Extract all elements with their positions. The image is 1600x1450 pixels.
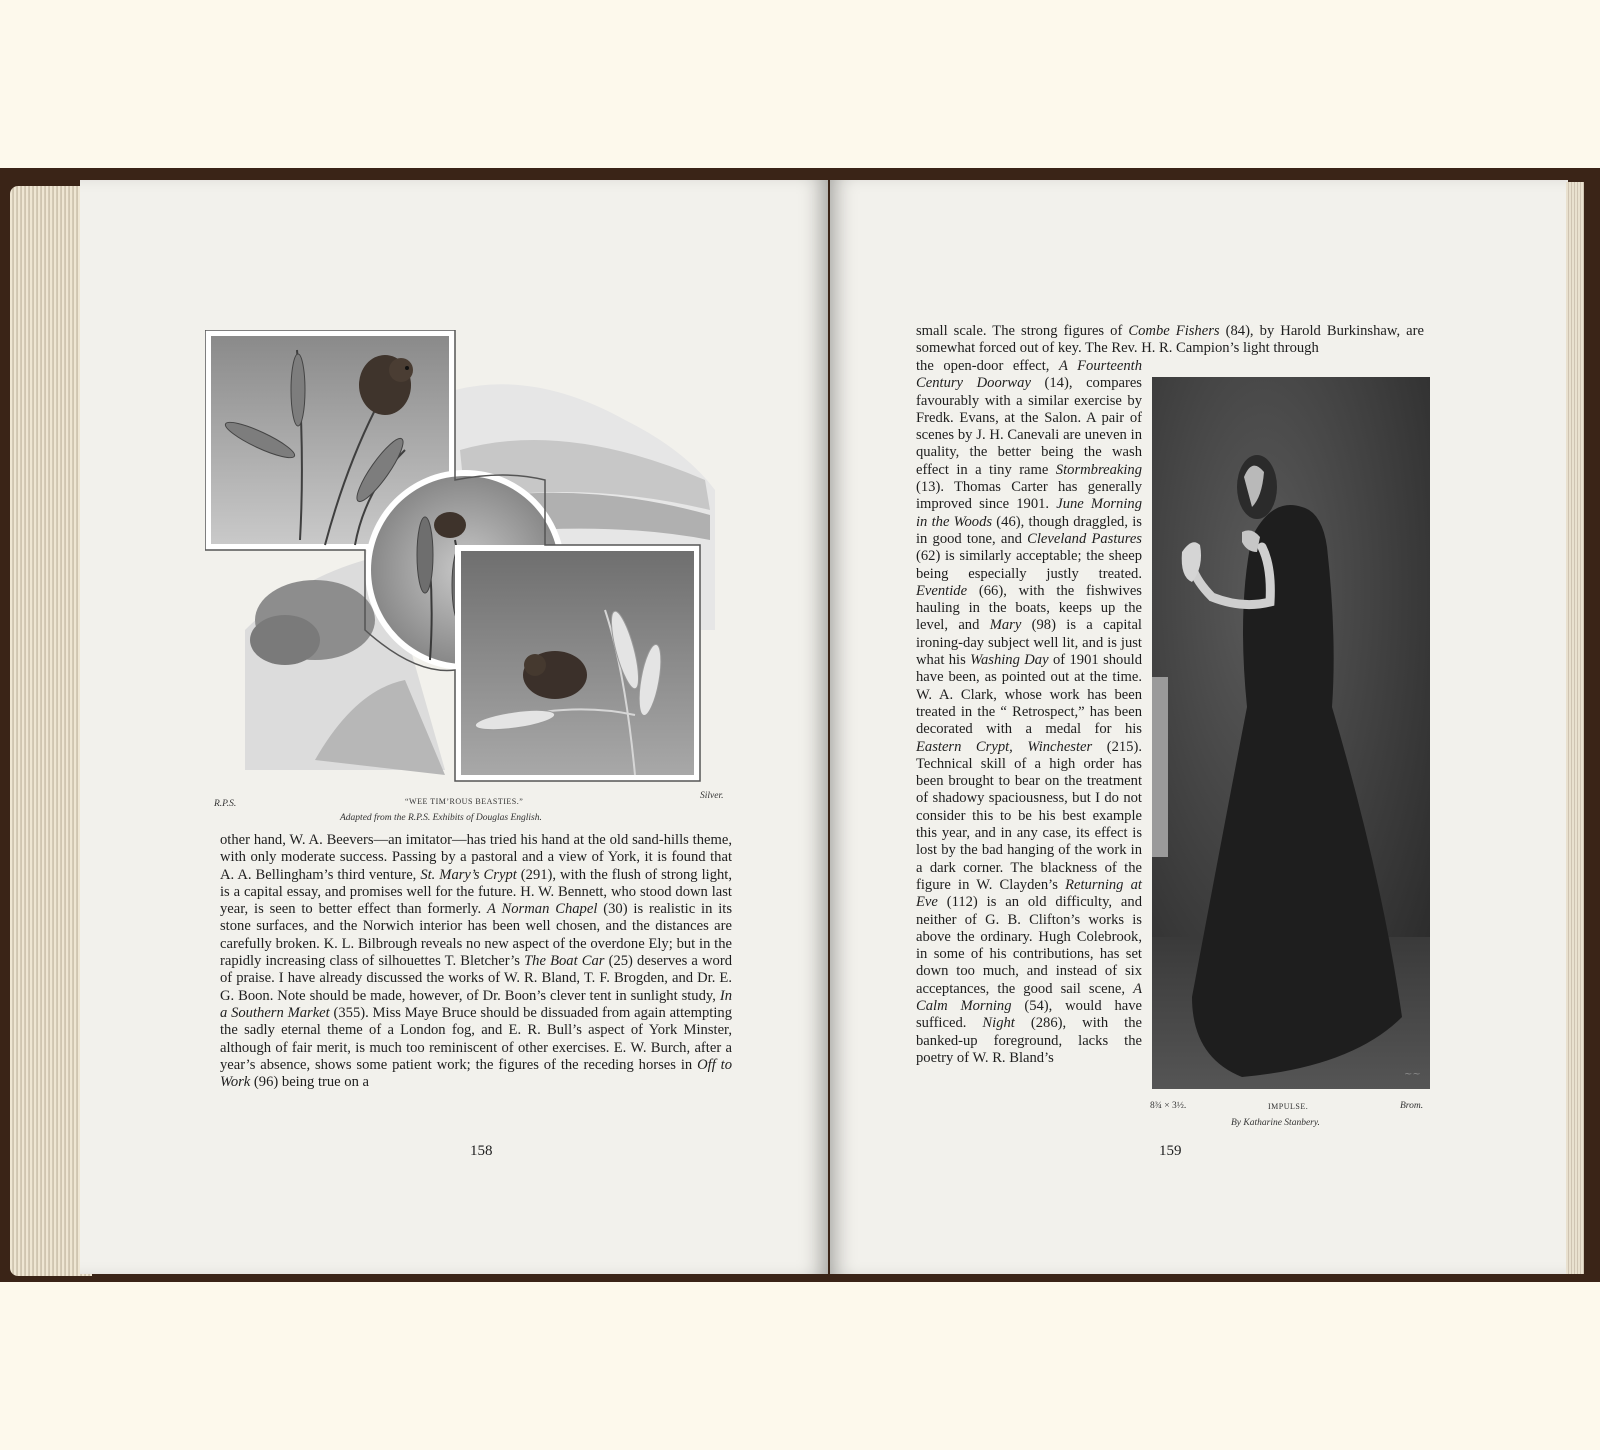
photo-signature-mark: ~~ [1404,1069,1421,1080]
left-paragraph: other hand, W. A. Beevers—an imitator—has tried his hand at the old sand-hills theme, with only moderate success. Passing by a pastoral and a view of York, it is found that A. A. Bellingham’s third venture, St. Mary’s Crypt (291), with the flush of strong light, is a capital essay, and promises well for the future. H. W. Bennett, who stood down last year, is seen to better effect than formerly. A Norman Chapel (30) is realistic in its stone surfaces, and the Norwich interior has been well chosen, and the distances are carefully broken. K. L. Bilbrough reveals no new aspect of the overdone Ely; but in the rapidly increasing class of silhouettes T. Bletcher’s The Boat Car (25) deserves a word of praise. I have already discussed the works of W. R. Bland, T. F. Brogden, and Dr. E. G. Boon. Note should be made, however, of Dr. Boon’s clever tent in sunlight study, In a Southern Market (355). Miss Maye Bruce should be dissuaded from again attempting the sadly eternal theme of a London fog, and E. R. Bull’s aspect of York Minster, although of fair merit, is much too reminiscent of other exercises. E. W. Burch, after a year’s absence, shows some patient work; the figures of the receding horses in Off to Work (96) being true on a [220,832,733,1091]
photo-size-label: 8¾ × 3½. [1150,1101,1187,1111]
italic-title: A Norman Chapel [487,901,598,918]
photo-credit: By Katharine Stanbery. [1231,1118,1320,1128]
photo-title: IMPULSE. [1268,1102,1309,1111]
italic-title: Cleveland Pastures [1027,530,1142,547]
italic-title: In a Southern Market [220,987,732,1021]
plate-left-label: R.P.S. [214,799,237,809]
right-page-column-text [916,358,1142,1067]
photo-process-label: Brom. [1400,1101,1424,1111]
plate-title: “WEE TIM’ROUS BEASTIES.” [405,797,524,806]
page-edges-right [1566,182,1584,1274]
italic-title: Stormbreaking [1055,461,1142,478]
italic-title: June Morning in the Woods [916,496,1142,530]
italic-title: Eventide [916,582,968,599]
italic-title: St. Mary’s Crypt [420,866,517,883]
impulse-photograph [1152,377,1430,1089]
right-page-top-text [916,323,1424,358]
right-top-paragraph: small scale. The strong figures of Combe Fishers (84), by Harold Burkinshaw, are somewhat forced out of key. The Rev. H. R. Campion’s light through [916,323,1424,357]
page-number-right: 159 [1159,1143,1182,1159]
right-column-paragraph: the open-door effect, A Fourteenth Century Doorway (14), compares favourably with a similar exercise by Fredk. Evans, at the Salon. A pair of scenes by J. H. Canevali are uneven in quality, the better being the wash effect in a tiny rame Stormbreaking (13). Thomas Carter has generally improved since 1901. June Morning in the Woods (46), though draggled, is in good tone, and Cleveland Pastures (62) is similarly acceptable; the sheep being especially justly treated. Eventide (66), with the fishwives hauling in the boats, keeps up the level, and Mary (98) is a capital ironing-day subject well lit, and is just what his Washing Day of 1901 should have been, as pointed out at the time. W. A. Clark, whose work has been treated in the “ Retrospect,” has been decorated with a medal for his Eastern Crypt, Winchester (215). Technical skill of a high order has been brought to bear on the treatment of shadowy spaciousness, but I do not consider this to be his best example this year, and in any case, its effect is lost by the bad hanging of the work in a dark corner. The blackness of the figure in W. Clayden’s Returning at Eve (112) is an old difficulty, and neither of G. B. Clifton’s works is above the ordinary. Hugh Colebrook, in some of his contributions, has set down too much, and instead of six acceptances, the good sail scene, A Calm Morning (54), would have sufficed. Night (286), with the banked-up foreground, lacks the poetry of W. R. Bland’s [916,358,1142,1066]
italic-title: A Fourteenth Century Doorway [916,358,1142,392]
italic-title: Night [982,1015,1015,1032]
harvest-mice-plate [205,330,725,786]
italic-title: Returning at Eve [916,876,1142,911]
italic-title: Combe Fishers [1128,323,1220,339]
italic-title: The Boat Car [524,953,605,970]
page-number-left: 158 [470,1143,493,1159]
plate-credit: Adapted from the R.P.S. Exhibits of Douglas English. [340,813,542,823]
left-page-text [220,832,732,1091]
italic-title: Mary [989,617,1022,634]
italic-title: Washing Day [970,652,1049,669]
plate-right-label: Silver. [700,791,724,801]
italic-title: A Calm Morning [916,980,1142,1014]
italic-title: Off to Work [220,1056,733,1091]
italic-title: Eastern Crypt, Winchester [916,738,1093,755]
